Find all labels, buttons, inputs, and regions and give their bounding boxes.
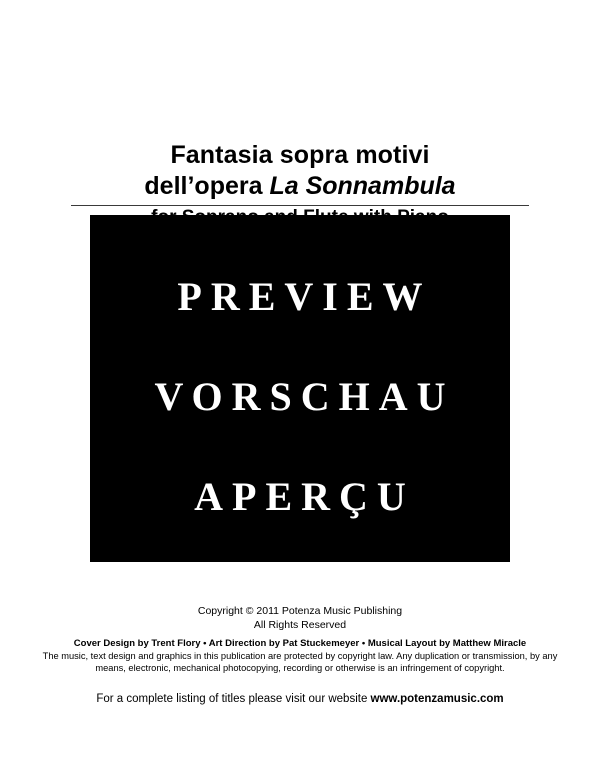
credits-line: Cover Design by Trent Flory • Art Direction by Pat Stuckemeyer • Musical Layout by Matthew Miracle	[73, 638, 527, 649]
copyright-block	[0, 604, 600, 632]
copyright-line-2: All Rights Reserved	[253, 619, 347, 631]
title-divider-rule	[71, 205, 529, 206]
legal-notice: The music, text design and graphics in this publication are protected by copyright law. Any duplication or transmission, by any means, electronic, mechanical photocopying, recording or otherwise is an infringement of copyright.	[42, 651, 558, 674]
preview-overlay-box	[90, 215, 510, 562]
document-title-work-name: La Sonnambula	[269, 172, 456, 200]
preview-word-german: VORSCHAU	[90, 373, 510, 420]
website-url[interactable]: www.potenzamusic.com	[370, 693, 504, 705]
preview-word-french: APERÇU	[90, 473, 510, 520]
preview-word-english: PREVIEW	[90, 273, 510, 320]
document-title-line-2-prefix: dell’opera	[144, 172, 270, 200]
document-title-line-2	[0, 171, 600, 202]
website-line-prefix: For a complete listing of titles please visit our website	[96, 693, 371, 705]
copyright-line-1: Copyright © 2011 Potenza Music Publishing	[197, 605, 403, 617]
document-title-line-1: Fantasia sopra motivi	[170, 141, 430, 169]
website-line	[0, 691, 600, 707]
